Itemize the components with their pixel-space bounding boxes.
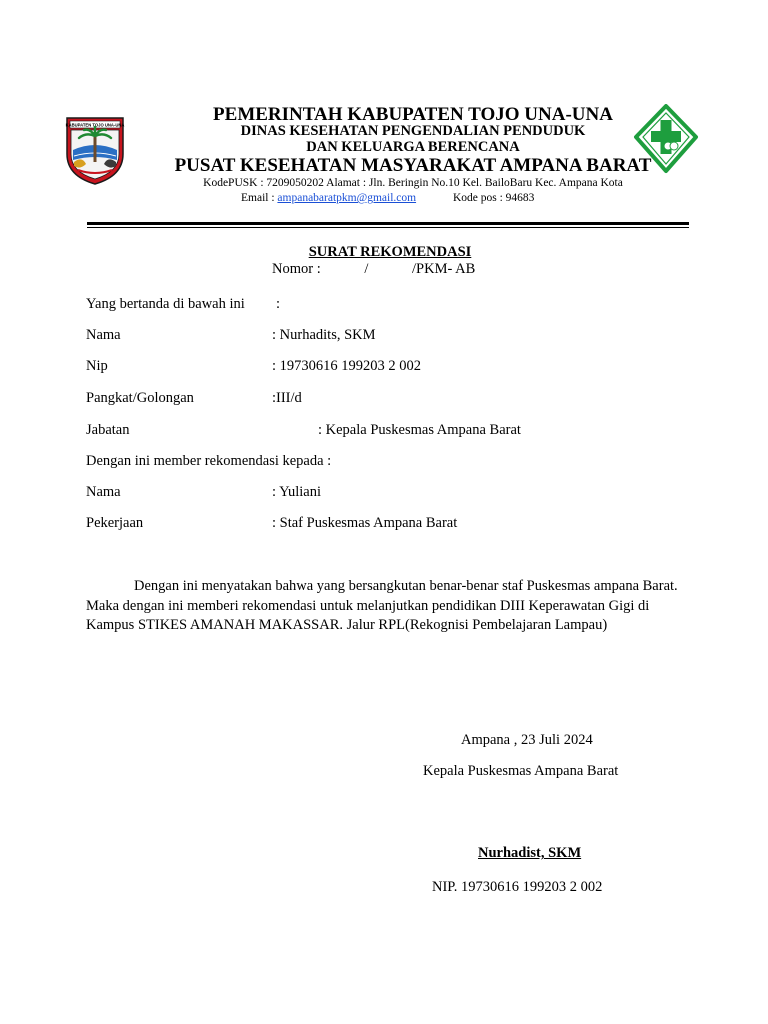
recipient-value-nama: : Yuliani (272, 484, 322, 500)
email-label: Email : (241, 192, 275, 204)
signer-nip: NIP. 19730616 199203 2 002 (432, 879, 603, 895)
field-value-nip: : 19730616 199203 2 002 (272, 358, 422, 374)
field-value-jabatan: : Kepala Puskesmas Ampana Barat (318, 422, 521, 438)
recipient-label-pekerjaan: Pekerjaan (86, 515, 144, 531)
header-agency-line1: DINAS KESEHATAN PENGENDALIAN PENDUDUK (240, 123, 586, 139)
postcode: Kode pos : 94683 (452, 192, 535, 204)
header-agency-line2: DAN KELUARGA BERENCANA (306, 139, 520, 155)
body-line-3: Kampus STIKES AMANAH MAKASSAR. Jalur RPL(Rekognisi Pembelajaran Lampau) (86, 617, 608, 633)
header-address: KodePUSK : 7209050202 Alamat : Jln. Beringin No.10 Kel. BailoBaru Kec. Ampana Kota (203, 177, 623, 189)
field-value-pangkat: :III/d (272, 390, 302, 406)
field-value-nama: : Nurhadits, SKM (272, 327, 376, 343)
header-divider-thick (87, 222, 689, 225)
header-puskesmas-name: PUSAT KESEHATAN MASYARAKAT AMPANA BARAT (174, 155, 652, 176)
field-label-jabatan: Jabatan (86, 422, 130, 438)
email-link[interactable]: ampanabaratpkm@gmail.com (277, 192, 417, 204)
recipient-label-nama: Nama (86, 484, 121, 500)
nomor-label: Nomor : (272, 261, 321, 277)
signer-name: Nurhadist, SKM (478, 845, 582, 861)
field-label-nip: Nip (86, 358, 108, 374)
header-contact-line (241, 192, 534, 204)
nomor-suffix: /PKM- AB (412, 261, 476, 277)
intro-colon: : (276, 296, 281, 312)
emblem-banner-text: KABUPATEN TOJO UNA-UNA (65, 122, 125, 128)
body-line-1: Dengan ini menyatakan bahwa yang bersangkutan benar-benar staf Puskesmas ampana Barat. (134, 578, 678, 594)
recipient-intro: Dengan ini member rekomendasi kepada : (86, 453, 332, 469)
field-label-nama: Nama (86, 327, 121, 343)
intro-text: Yang bertanda di bawah ini (86, 296, 245, 312)
header-government-title: PEMERINTAH KABUPATEN TOJO UNA-UNA (213, 104, 613, 125)
field-label-pangkat: Pangkat/Golongan (86, 390, 194, 406)
place-date: Ampana , 23 Juli 2024 (461, 732, 593, 748)
letter-number (272, 261, 475, 278)
letter-title: SURAT REKOMENDASI (308, 244, 472, 260)
nomor-separator: / (364, 261, 369, 277)
recipient-value-pekerjaan: : Staf Puskesmas Ampana Barat (272, 515, 458, 531)
regency-emblem-icon (64, 114, 126, 186)
header-divider-thin (87, 227, 689, 228)
signer-title: Kepala Puskesmas Ampana Barat (423, 763, 619, 779)
body-line-2: Maka dengan ini memberi rekomendasi untuk melanjutkan pendidikan DIII Keperawatan Gigi di (86, 598, 650, 614)
